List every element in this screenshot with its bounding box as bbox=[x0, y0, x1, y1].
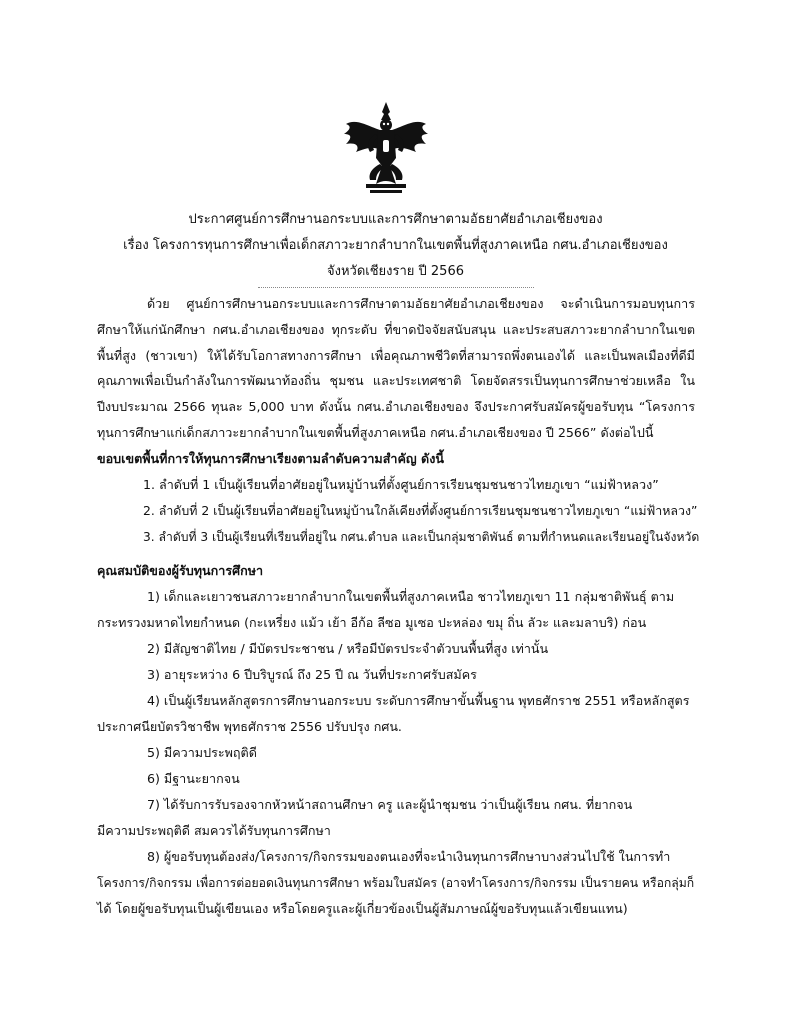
qualification-8-line-2: โครงการ/กิจกรรม เพื่อการต่อยอดเงินทุนการศึกษา พร้อมใบสมัคร (อาจทำโครงการ/กิจกรรม เป็นรายคน หรือกลุ่มก็ bbox=[97, 876, 695, 890]
qualification-5: 5) มีความประพฤติดี bbox=[147, 745, 257, 760]
scope-item-2: 2. ลำดับที่ 2 เป็นผู้เรียนที่อาศัยอยู่ในหมู่บ้านใกล้เคียงที่ตั้งศูนย์การเรียนชุมชนชาวไทยภูเขา “แม่ฟ้าหลวง” bbox=[143, 503, 698, 518]
qualification-6: 6) มีฐานะยากจน bbox=[147, 771, 240, 786]
intro-paragraph: ด้วย ศูนย์การศึกษานอกระบบและการศึกษาตามอัธยาศัยอำเภอเชียงของ จะดำเนินการมอบทุนการศึกษาให้แก่นักศึกษา กศน.อำเภอเชียงของ ทุกระดับ ที่ขาดปัจจัยสนับสนุน และประสบสภาวะยากลำบากในเขตพื้นที่สูง (ชาวเขา) ให้ได้รับโอกาสทางการศึกษา เพื่อคุณภาพชีวิตที่สามารถพึ่งตนเองได้ และเป็นพลเมืองที่ดีมีคุณภาพเพื่อเป็นกำลังในการพัฒนาท้องถิ่น ชุมชน และประเทศชาติ โดยจัดสรรเป็นทุนการศึกษาช่วยเหลือ ในปีงบประมาณ 2566 ทุนละ 5,000 บาท ดังนั้น กศน.อำเภอเชียงของ จึงประกาศรับสมัครผู้ขอรับทุน “โครงการทุนการศึกษาแก่เด็กสภาวะยากลำบากในเขตพื้นที่สูงภาคเหนือ กศน.อำเภอเชียงของ ปี 2566” ดังต่อไปนี้ bbox=[97, 296, 695, 440]
qualification-2: 2) มีสัญชาติไทย / มีบัตรประชาชน / หรือมีบัตรประจำตัวบนพื้นที่สูง เท่านั้น bbox=[147, 641, 549, 656]
qualification-7-line-1: 7) ได้รับการรับรองจากหัวหน้าสถานศึกษา ครู และผู้นำชุมชน ว่าเป็นผู้เรียน กศน. ที่ยากจน bbox=[147, 797, 633, 812]
qualification-8-line-3: ได้ โดยผู้ขอรับทุนเป็นผู้เขียนเอง หรือโดยครูและผู้เกี่ยวข้องเป็นผู้สัมภาษณ์ผู้ขอรับทุนแล้วเขียนแทน) bbox=[97, 901, 628, 916]
scope-item-1: 1. ลำดับที่ 1 เป็นผู้เรียนที่อาศัยอยู่ในหมู่บ้านที่ตั้งศูนย์การเรียนชุมชนชาวไทยภูเขา “แม่ฟ้าหลวง” bbox=[143, 477, 659, 492]
garuda-emblem-icon bbox=[338, 100, 434, 196]
qualification-1-line-1: 1) เด็กและเยาวชนสภาวะยากลำบากในเขตพื้นที่สูงภาคเหนือ ชาวไทยภูเขา 11 กลุ่มชาติพันธุ์ ตาม bbox=[147, 589, 675, 604]
announcement-title: ประกาศศูนย์การศึกษานอกระบบและการศึกษาตามอัธยาศัยอำเภอเชียงของ bbox=[188, 212, 603, 227]
announcement-subject: เรื่อง โครงการทุนการศึกษาเพื่อเด็กสภาวะยากลำบากในเขตพื้นที่สูงภาคเหนือ กศน.อำเภอเชียงของ bbox=[123, 238, 668, 253]
qualification-7-line-2: มีความประพฤติดี สมควรได้รับทุนการศึกษา bbox=[97, 823, 331, 838]
scope-heading: ขอบเขตพื้นที่การให้ทุนการศึกษาเรียงตามลำดับความสำคัญ ดังนี้ bbox=[97, 451, 444, 466]
title-divider bbox=[258, 287, 534, 288]
qualification-4-line-2: ประกาศนียบัตรวิชาชีพ พุทธศักราช 2556 ปรับปรุง กศน. bbox=[97, 719, 402, 734]
qualification-8-line-1: 8) ผู้ขอรับทุนต้องส่ง/โครงการ/กิจกรรมของตนเองที่จะนำเงินทุนการศึกษาบางส่วนไปใช้ ในการทำ bbox=[147, 849, 671, 864]
qualification-4-line-1: 4) เป็นผู้เรียนหลักสูตรการศึกษานอกระบบ ระดับการศึกษาขั้นพื้นฐาน พุทธศักราช 2551 หรือหลักสูตร bbox=[147, 693, 690, 708]
announcement-province-year: จังหวัดเชียงราย ปี 2566 bbox=[326, 264, 464, 279]
qualifications-heading: คุณสมบัติของผู้รับทุนการศึกษา bbox=[97, 563, 264, 578]
qualification-3: 3) อายุระหว่าง 6 ปีบริบูรณ์ ถึง 25 ปี ณ วันที่ประกาศรับสมัคร bbox=[147, 667, 477, 682]
scope-item-3: 3. ลำดับที่ 3 เป็นผู้เรียนที่เรียนที่อยู่ใน กศน.ตำบล และเป็นกลุ่มชาติพันธ์ ตามที่กำหนดและเรียนอยู่ในจังหวัด bbox=[143, 530, 700, 544]
qualification-1-line-2: กระทรวงมหาดไทยกำหนด (กะเหรี่ยง แม้ว เย้า อีก้อ ลีซอ มูเซอ ปะหล่อง ขมุ ถิ่น ลัวะ และมลาบริ) ก่อน bbox=[97, 615, 647, 630]
